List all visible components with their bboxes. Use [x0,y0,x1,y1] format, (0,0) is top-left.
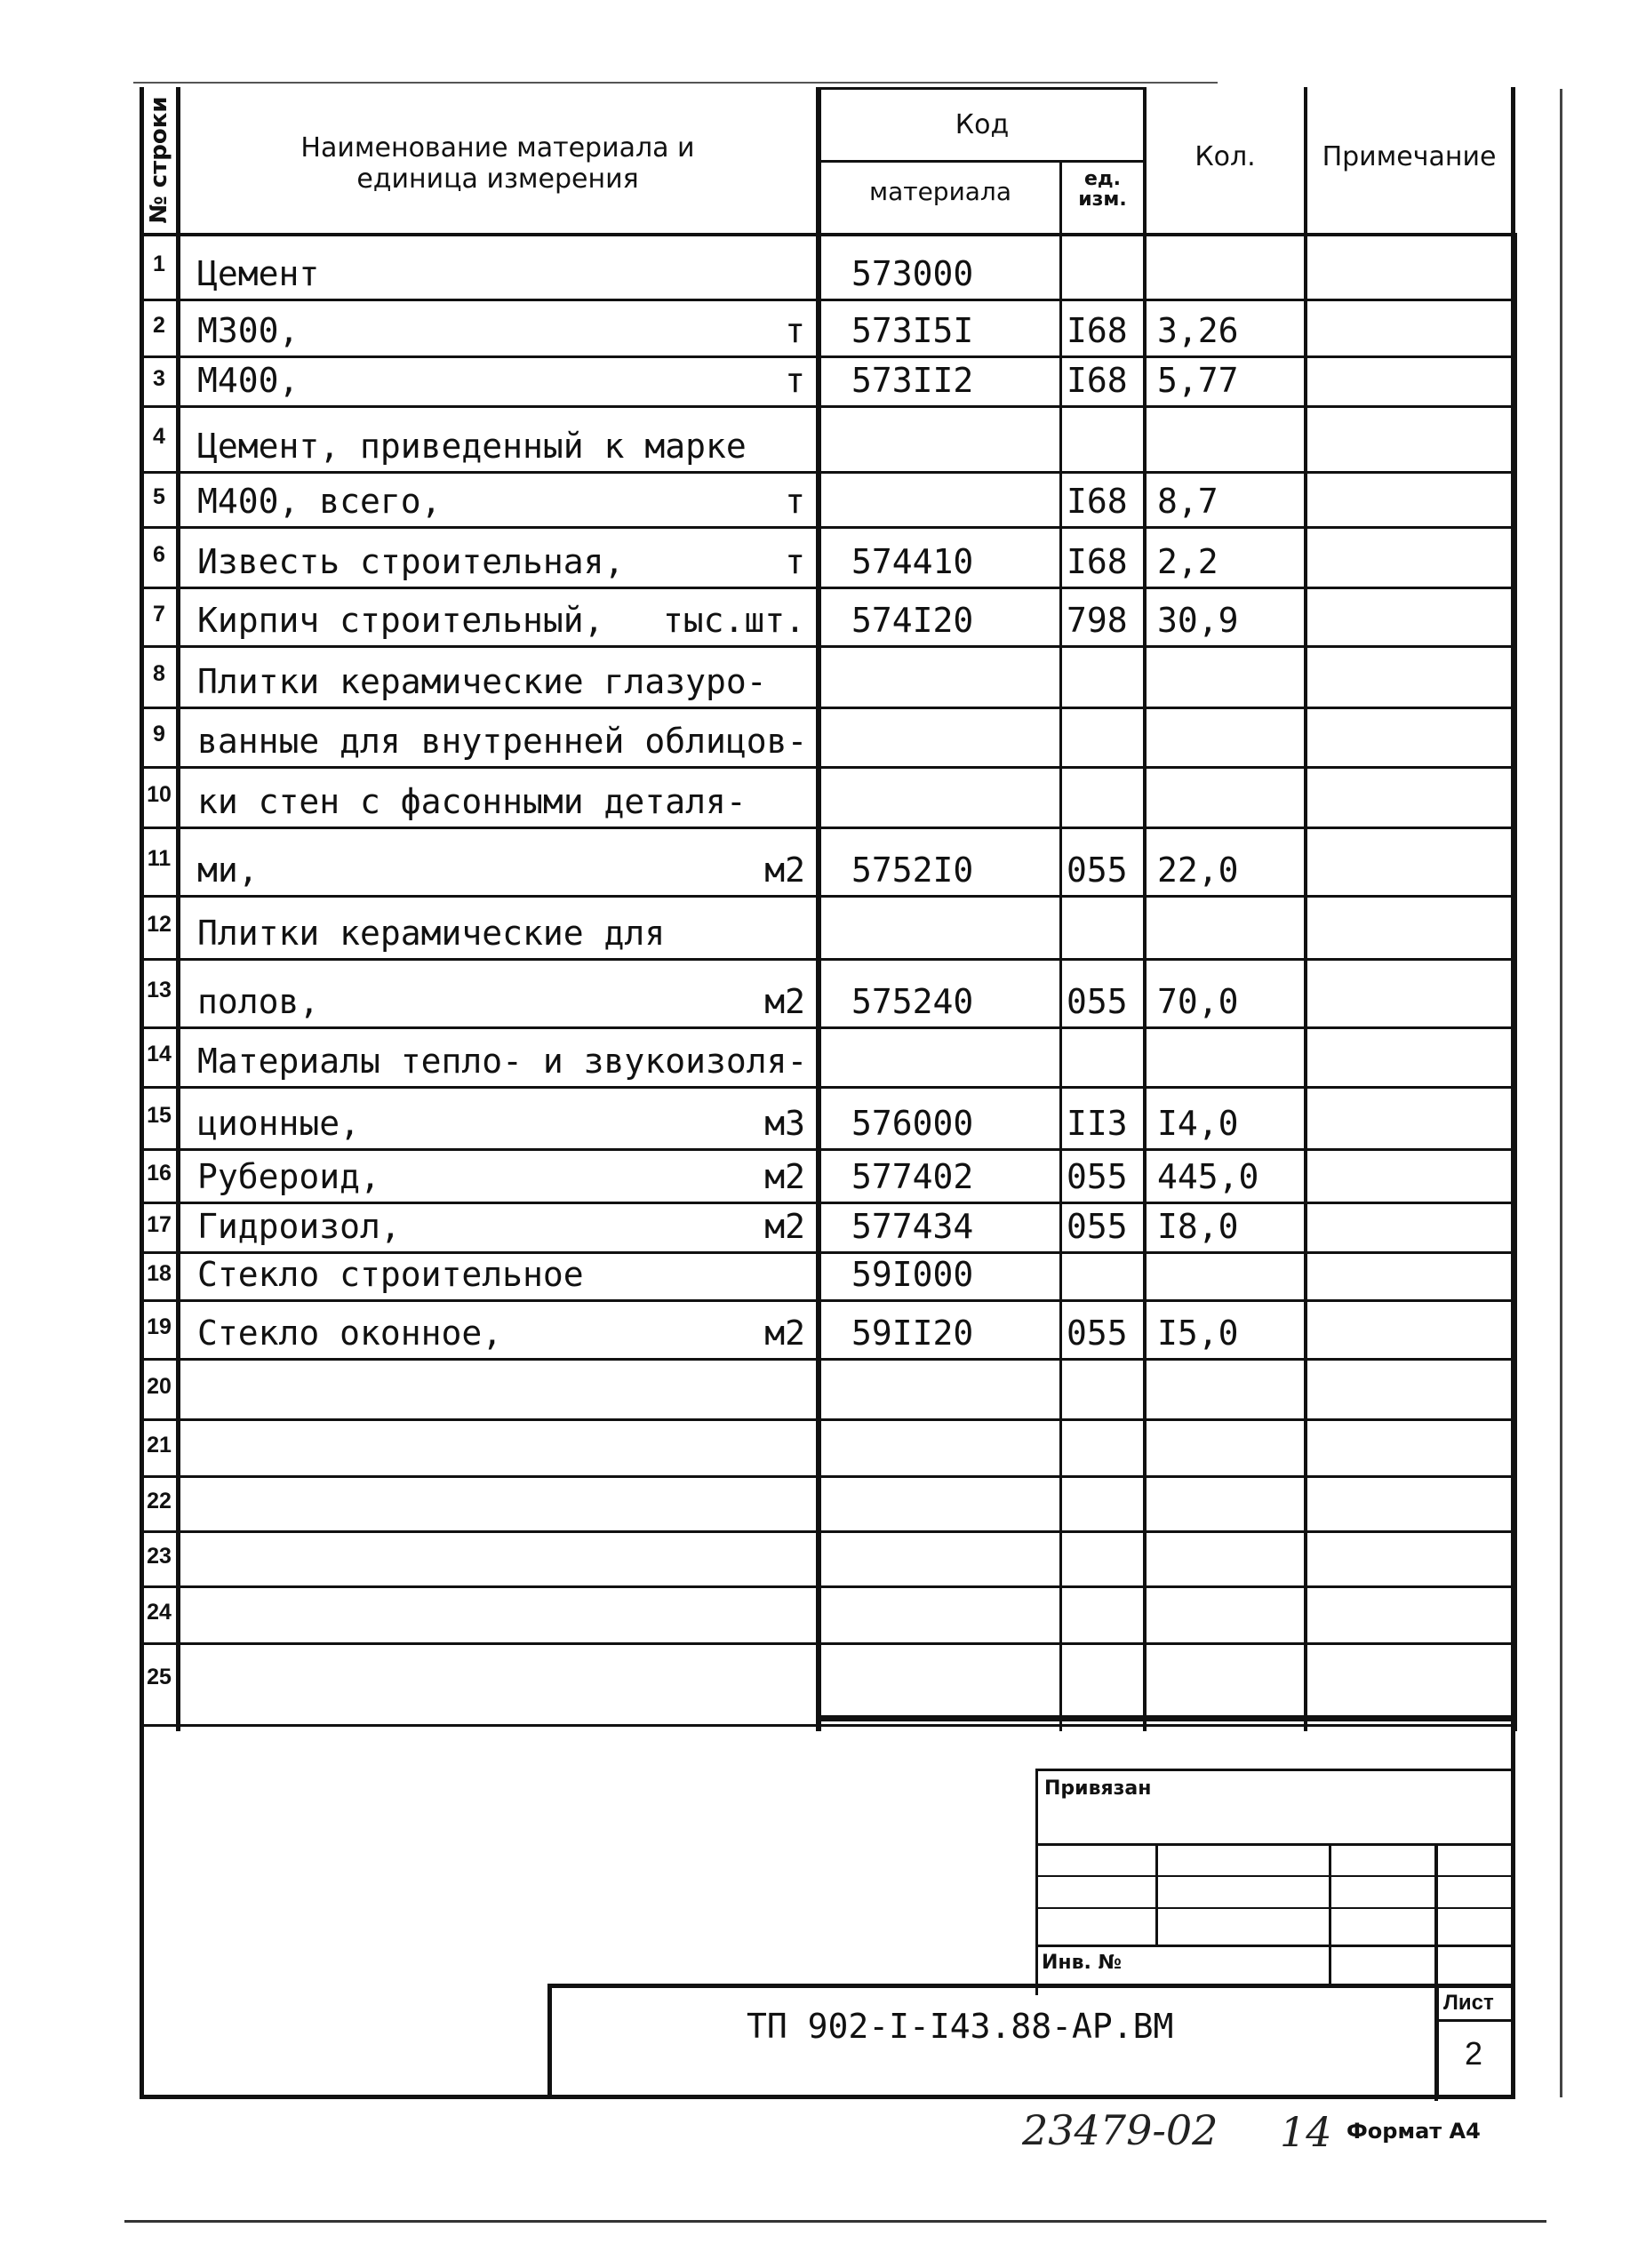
material-code: 573II2 [851,361,974,400]
inv-no-label: Инв. № [1042,1952,1123,1974]
material-name: ми, [197,850,259,890]
material-unit: т [785,311,805,350]
note-cell [1311,589,1506,645]
quantity: 8,7 [1157,482,1219,521]
quantity: 70,0 [1157,982,1239,1021]
outer-frame [140,87,1515,2099]
row-divider [140,1299,1515,1302]
quantity: 2,2 [1157,542,1219,581]
row-divider [140,1251,1515,1254]
row-divider [140,526,1515,529]
row-divider [140,587,1515,589]
quantity: 445,0 [1157,1157,1259,1196]
row-divider [140,645,1515,648]
qty-header: Кол. [1195,141,1256,172]
row-divider [140,1358,1515,1361]
note-header: Примечание [1322,141,1497,172]
row-number: 14 [147,1042,172,1066]
note-cell [1311,1151,1506,1202]
material-code: 577434 [851,1207,974,1246]
top-edge-line [133,82,1218,84]
note-cell [1311,301,1506,355]
note-cell [1311,1478,1506,1530]
stamp-col-2 [1329,1843,1331,1985]
unit-code: 798 [1067,601,1128,640]
unit-code: I68 [1067,311,1128,350]
material-name: Гидроизол, [197,1207,401,1246]
row-number: 7 [153,601,165,627]
row-divider [140,1530,1515,1533]
material-code: 59II20 [851,1314,974,1353]
row-divider [140,1026,1515,1029]
header-top-line-code [818,87,1143,90]
material-code: 59I000 [851,1255,974,1294]
row-divider [140,766,1515,769]
attached-label: Привязан [1044,1777,1152,1800]
material-unit: м3 [764,1104,805,1143]
unit-code: 055 [1067,1207,1128,1246]
row-divider [140,1642,1515,1645]
row-number: 16 [147,1160,172,1186]
table-bottom-line-left [140,1724,1515,1727]
material-code: 575240 [851,982,974,1021]
row-number: 10 [147,781,172,807]
row-divider [140,405,1515,408]
unit-code: 055 [1067,850,1128,890]
row-number: 21 [147,1432,172,1457]
note-cell [1311,529,1506,587]
material-name: М400, [197,361,300,400]
name-header-line1: Наименование материала и [300,132,695,164]
row-divider [140,1086,1515,1089]
title-box-top-line [547,1984,1515,1988]
unit-code: I68 [1067,361,1128,400]
material-code: 5752I0 [851,850,974,890]
material-unit: м2 [764,982,805,1021]
material-unit: м2 [764,1157,805,1196]
note-cell [1311,1089,1506,1148]
row-number: 12 [147,912,172,937]
note-cell [1311,898,1506,958]
row-number: 6 [153,541,165,567]
material-code: 573000 [851,254,974,293]
note-cell [1311,709,1506,766]
col-line-code [816,87,821,1731]
material-name: ционные, [197,1104,361,1143]
unit-code: 055 [1067,982,1128,1021]
row-divider [140,707,1515,709]
stamp-grid-line-2 [1035,1875,1515,1877]
note-cell [1311,358,1506,405]
sheet-number: 2 [1465,2035,1483,2072]
row-number: 23 [147,1543,172,1569]
table-bottom-line [816,1715,1517,1721]
header-mid-line [818,160,1147,163]
code-header: Код [955,109,1010,140]
name-header-line2: единица измерения [356,163,639,195]
quantity: I5,0 [1157,1314,1239,1353]
unit-code: I68 [1067,542,1128,581]
format-label: Формат А4 [1346,2119,1481,2144]
unit-header-line1: ед. [1083,168,1122,190]
row-number: 25 [147,1664,172,1689]
note-cell [1311,1361,1506,1418]
material-name: Кирпич строительный, [197,601,604,640]
unit-code: 055 [1067,1314,1128,1353]
material-name: ванные для внутренней облицов- [197,722,808,761]
material-name: М400, всего, [197,482,442,521]
row-number: 5 [153,483,165,509]
title-box-right-line [1434,1984,1439,2097]
material-name: Плитки керамические глазуро- [197,662,767,701]
material-name: ки стен с фасонными деталя- [197,782,747,821]
note-cell [1311,408,1506,471]
note-cell [1311,1204,1506,1251]
note-cell [1311,648,1506,707]
material-unit: т [785,482,805,521]
material-name: Материалы тепло- и звукоизоля- [197,1042,808,1081]
quantity: 30,9 [1157,601,1239,640]
row-divider [140,471,1515,474]
col-line-right-bold [1511,233,1517,1731]
row-divider [140,1202,1515,1204]
material-name: Стекло оконное, [197,1314,503,1353]
unit-code: II3 [1067,1104,1128,1143]
material-code: 576000 [851,1104,974,1143]
material-unit: т [785,361,805,400]
row-number: 24 [147,1599,172,1625]
unit-code: I68 [1067,482,1128,521]
note-cell [1311,769,1506,827]
note-cell [1311,1588,1506,1642]
note-cell [1311,236,1506,299]
note-cell [1311,474,1506,526]
stamp-left-line [1035,1769,1038,1995]
quantity: 22,0 [1157,850,1239,890]
quantity: 3,26 [1157,311,1239,350]
row-number: 13 [147,978,172,1002]
material-code: 574I20 [851,601,974,640]
row-number: 3 [153,365,165,391]
row-divider [140,1418,1515,1421]
note-cell [1311,1421,1506,1475]
col-line-ed [1059,162,1062,1731]
title-box-left-line [547,1984,552,2097]
row-divider [140,1148,1515,1151]
row-number: 9 [153,722,165,747]
header-bottom-line [140,233,1515,236]
row-number: 20 [147,1373,172,1399]
material-code: 573I5I [851,311,974,350]
row-number: 8 [153,661,165,686]
material-code: 577402 [851,1157,974,1196]
note-cell [1311,1029,1506,1086]
unit-header [1062,169,1143,210]
stamp-top-line [1035,1769,1515,1771]
material-name: Цемент [197,254,320,293]
quantity: I4,0 [1157,1104,1239,1143]
row-number: 22 [147,1488,172,1513]
material-unit: м2 [764,1314,805,1353]
material-code: 574410 [851,542,974,581]
row-number: 4 [153,423,165,449]
material-name: Известь строительная, [197,542,625,581]
handwritten-number: 23479-02 [1022,2106,1219,2154]
bottom-edge-line [124,2220,1546,2223]
sheet-label: Лист [1443,1991,1494,2015]
unit-header-line2: изм. [1078,188,1127,212]
quantity: I8,0 [1157,1207,1239,1246]
col-line-qty [1143,87,1147,1731]
row-divider [140,299,1515,301]
note-cell [1311,1533,1506,1585]
material-unit: т [785,542,805,581]
sheet-label-line [1434,2019,1515,2022]
handwritten-sheet: 14 [1280,2108,1332,2156]
material-unit: м2 [764,850,805,890]
quantity: 5,77 [1157,361,1239,400]
row-number: 17 [147,1211,172,1237]
material-name: Рубероид, [197,1157,380,1196]
row-number: 15 [147,1102,172,1128]
note-cell [1311,1645,1506,1715]
row-divider [140,958,1515,961]
row-number: 1 [153,252,165,276]
material-unit: тыс.шт. [662,601,805,640]
unit-code: 055 [1067,1157,1128,1196]
material-unit: м2 [764,1207,805,1246]
row-divider [140,355,1515,358]
row-number: 18 [147,1260,172,1286]
row-number-header: № строки [146,96,172,224]
row-divider [140,1585,1515,1588]
name-header [187,133,809,195]
material-header: материала [868,177,1011,206]
note-cell [1311,829,1506,895]
col-line-note [1304,87,1307,1731]
material-name: Цемент, приведенный к марке [197,427,747,466]
note-cell [1311,1254,1506,1299]
material-name: Плитки керамические для [197,914,666,953]
right-edge-line [1560,89,1562,2097]
row-divider [140,1475,1515,1478]
row-divider [140,895,1515,898]
document-code: ТП 902-I-I43.88-АР.ВМ [747,2007,1174,2046]
material-name: М300, [197,311,300,350]
stamp-grid-line-1 [1035,1843,1515,1846]
row-number: 19 [147,1314,172,1339]
note-cell [1311,961,1506,1026]
stamp-col-1 [1155,1843,1158,1946]
material-name: полов, [197,982,320,1021]
row-number: 2 [153,312,165,338]
note-cell [1311,1302,1506,1358]
stamp-grid-line-3 [1035,1907,1515,1909]
row-divider [140,827,1515,829]
material-name: Стекло строительное [197,1255,584,1294]
row-number: 11 [147,846,172,871]
stamp-grid-line-4 [1035,1945,1515,1947]
